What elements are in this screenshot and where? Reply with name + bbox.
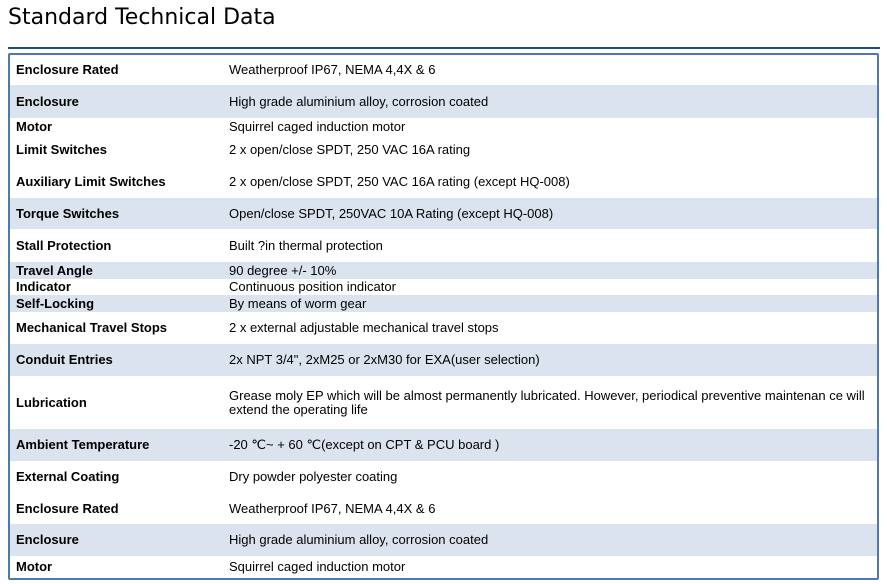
spec-row xyxy=(10,295,877,312)
spec-value: Squirrel caged induction motor xyxy=(229,119,406,134)
spec-value: Continuous position indicator xyxy=(229,279,396,294)
spec-row xyxy=(10,85,877,118)
spec-row xyxy=(10,118,877,135)
spec-row xyxy=(10,376,877,429)
spec-row xyxy=(10,135,877,165)
spec-label: Mechanical Travel Stops xyxy=(16,320,168,335)
spec-label: Motor xyxy=(16,559,53,574)
spec-row xyxy=(10,344,877,376)
spec-label: Enclosure Rated xyxy=(16,62,119,77)
spec-value: 2 x open/close SPDT, 250 VAC 16A rating xyxy=(229,142,471,157)
spec-label: Torque Switches xyxy=(16,206,120,221)
spec-row xyxy=(10,165,877,198)
spec-label: Indicator xyxy=(16,279,71,294)
spec-row xyxy=(10,229,877,262)
spec-label: Enclosure xyxy=(16,94,79,109)
spec-row xyxy=(10,524,877,556)
spec-value: Grease moly EP which will be almost permanently lubricated. However, periodical preventive maintenan ce will extend the operating life xyxy=(229,388,865,417)
spec-row xyxy=(10,262,877,279)
spec-value: Dry powder polyester coating xyxy=(229,469,398,484)
spec-label: Enclosure xyxy=(16,532,79,547)
spec-label: Limit Switches xyxy=(16,142,108,157)
page-title: Standard Technical Data xyxy=(8,5,276,30)
spec-label: External Coating xyxy=(16,469,120,484)
spec-row xyxy=(10,556,877,578)
title-underline xyxy=(8,47,880,49)
spec-value: 2 x open/close SPDT, 250 VAC 16A rating (except HQ-008) xyxy=(229,174,570,189)
spec-value: Weatherproof IP67, NEMA 4,4X & 6 xyxy=(229,501,436,516)
spec-value: By means of worm gear xyxy=(229,296,367,311)
spec-value: Weatherproof IP67, NEMA 4,4X & 6 xyxy=(229,62,436,77)
spec-value: Built ?in thermal protection xyxy=(229,238,383,253)
spec-row xyxy=(10,493,877,524)
spec-table xyxy=(8,53,879,580)
spec-label: Lubrication xyxy=(16,395,87,410)
spec-row xyxy=(10,429,877,461)
spec-label: Auxiliary Limit Switches xyxy=(16,174,166,189)
spec-value: Squirrel caged induction motor xyxy=(229,559,406,574)
spec-value: 2x NPT 3/4", 2xM25 or 2xM30 for EXA(user selection) xyxy=(229,352,540,367)
spec-label: Stall Protection xyxy=(16,238,112,253)
spec-label: Travel Angle xyxy=(16,263,93,278)
spec-label: Enclosure Rated xyxy=(16,501,119,516)
spec-value: High grade aluminium alloy, corrosion coated xyxy=(229,94,489,109)
spec-label: Conduit Entries xyxy=(16,352,113,367)
spec-value: -20 ℃~ + 60 ℃(except on CPT & PCU board ) xyxy=(229,437,500,452)
spec-row xyxy=(10,279,877,295)
spec-label: Motor xyxy=(16,119,53,134)
spec-value: High grade aluminium alloy, corrosion coated xyxy=(229,532,489,547)
spec-row xyxy=(10,312,877,344)
spec-row xyxy=(10,198,877,229)
spec-row xyxy=(10,461,877,493)
spec-value: 2 x external adjustable mechanical travel stops xyxy=(229,320,499,335)
spec-row xyxy=(10,55,877,85)
spec-label: Ambient Temperature xyxy=(16,437,150,452)
spec-value: 90 degree +/- 10% xyxy=(229,263,337,278)
spec-value: Open/close SPDT, 250VAC 10A Rating (except HQ-008) xyxy=(229,206,554,221)
spec-label: Self-Locking xyxy=(16,296,95,311)
